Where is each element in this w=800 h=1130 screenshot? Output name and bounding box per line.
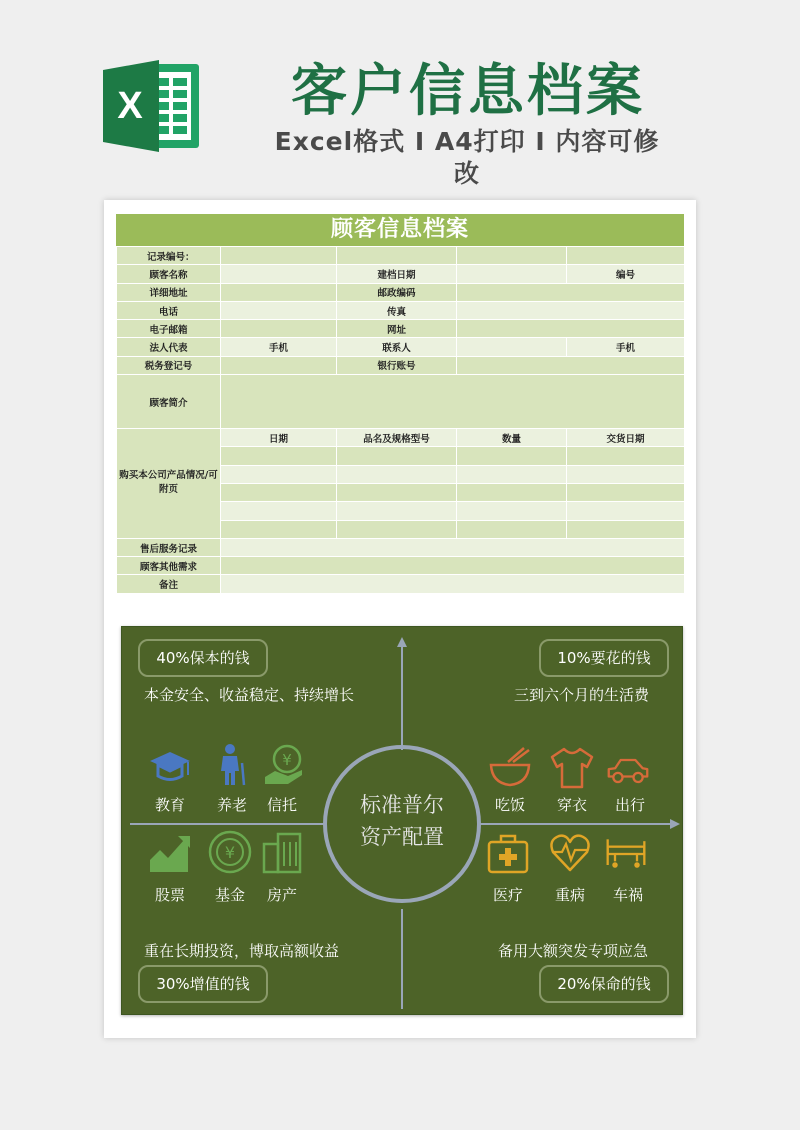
label-pension: 养老 <box>216 796 247 814</box>
label-clothing: 穿衣 <box>556 796 587 814</box>
table-row <box>117 557 685 575</box>
cell[interactable] <box>221 465 337 483</box>
center-label-line2: 资产配置 <box>360 825 444 849</box>
first-aid-kit-icon <box>486 832 530 876</box>
center-label-line1: 标准普尔 <box>360 793 444 817</box>
cell[interactable] <box>567 502 685 520</box>
cell[interactable] <box>457 247 567 265</box>
bank-account-value[interactable] <box>457 356 685 374</box>
intro-label: 顾客简介 <box>117 375 221 429</box>
remarks-value[interactable] <box>221 575 685 593</box>
cell[interactable] <box>457 502 567 520</box>
cell[interactable] <box>567 465 685 483</box>
svg-text:¥: ¥ <box>224 843 236 862</box>
desc-protect: 备用大额突发专项应急 <box>498 942 649 960</box>
axis-arrow-right <box>670 819 680 829</box>
cell[interactable] <box>337 520 457 538</box>
desc-preserve: 本金安全、收益稳定、持续增长 <box>144 686 355 704</box>
col-header-qty: 数量 <box>457 429 567 447</box>
after-sales-value[interactable] <box>221 538 685 556</box>
pill-spend: 10%要花的钱 <box>539 639 669 677</box>
created-date-label: 建档日期 <box>337 265 457 283</box>
cell[interactable] <box>337 247 457 265</box>
building-icon <box>260 830 304 874</box>
label-education: 教育 <box>154 796 185 814</box>
svg-text:¥: ¥ <box>282 751 292 769</box>
purchase-label: 购买本公司产品情况/可附页 <box>117 429 221 539</box>
customer-info-table <box>116 246 685 594</box>
label-medical: 医疗 <box>492 886 523 904</box>
phone-value[interactable] <box>221 301 337 319</box>
axis-arrow-up <box>397 637 407 647</box>
label-illness: 重病 <box>554 886 585 904</box>
mobile2-label: 手机 <box>567 338 685 356</box>
email-value[interactable] <box>221 320 337 338</box>
tax-no-value[interactable] <box>221 356 337 374</box>
email-label: 电子邮箱 <box>117 320 221 338</box>
cell[interactable] <box>337 502 457 520</box>
label-stocks: 股票 <box>154 886 185 904</box>
other-needs-label: 顾客其他需求 <box>117 557 221 575</box>
table-row <box>117 429 685 447</box>
legal-rep-label: 法人代表 <box>117 338 221 356</box>
center-label <box>332 789 472 853</box>
cell[interactable] <box>337 447 457 465</box>
excel-logo-letter: X <box>117 85 143 127</box>
col-header-delivery: 交货日期 <box>567 429 685 447</box>
shirt-icon <box>550 745 594 789</box>
other-needs-value[interactable] <box>221 557 685 575</box>
hand-money-icon <box>262 743 306 787</box>
label-travel: 出行 <box>614 796 645 814</box>
website-label: 网址 <box>337 320 457 338</box>
cell[interactable] <box>457 447 567 465</box>
phone-label: 电话 <box>117 301 221 319</box>
car-icon <box>606 749 650 793</box>
website-value[interactable] <box>457 320 685 338</box>
yen-coin-icon <box>208 830 252 874</box>
address-label: 详细地址 <box>117 283 221 301</box>
label-property: 房产 <box>266 886 297 904</box>
record-no-label: 记录编号： <box>117 247 221 265</box>
table-row <box>117 375 685 429</box>
desc-growth: 重在长期投资，博取高额收益 <box>144 942 340 960</box>
col-header-date: 日期 <box>221 429 337 447</box>
pill-preserve: 40%保本的钱 <box>138 639 268 677</box>
customer-name-label: 顾客名称 <box>117 265 221 283</box>
intro-value[interactable] <box>221 375 685 429</box>
table-row <box>117 247 685 265</box>
cell[interactable] <box>221 483 337 501</box>
cell[interactable] <box>567 483 685 501</box>
page-header <box>0 0 800 190</box>
cell[interactable] <box>457 483 567 501</box>
asset-allocation-board <box>121 626 683 1015</box>
table-row <box>117 356 685 374</box>
tax-no-label: 税务登记号 <box>117 356 221 374</box>
table-row <box>117 538 685 556</box>
fax-value[interactable] <box>457 301 685 319</box>
pill-growth: 30%增值的钱 <box>138 965 268 1003</box>
heart-pulse-icon <box>548 830 592 874</box>
cell[interactable] <box>221 520 337 538</box>
number-label: 编号 <box>567 265 685 283</box>
pill-protect: 20%保命的钱 <box>539 965 669 1003</box>
after-sales-label: 售后服务记录 <box>117 538 221 556</box>
customer-name-value[interactable] <box>221 265 337 283</box>
table-row <box>117 338 685 356</box>
cell[interactable] <box>457 520 567 538</box>
cell[interactable] <box>337 465 457 483</box>
table-row <box>117 320 685 338</box>
postcode-label: 邮政编码 <box>337 283 457 301</box>
cell[interactable] <box>221 502 337 520</box>
table-row <box>117 283 685 301</box>
stock-chart-icon <box>148 832 192 876</box>
page-title: 客户信息档案 <box>291 59 645 124</box>
mobile-label: 手机 <box>221 338 337 356</box>
bank-account-label: 银行账号 <box>337 356 457 374</box>
table-row <box>117 575 685 593</box>
excel-logo-icon <box>103 58 201 154</box>
cell[interactable] <box>567 520 685 538</box>
label-food: 吃饭 <box>494 796 525 814</box>
elderly-person-icon <box>210 743 254 787</box>
label-funds: 基金 <box>214 886 245 904</box>
label-trust: 信托 <box>266 796 297 814</box>
table-row <box>117 301 685 319</box>
desc-spend: 三到六个月的生活费 <box>514 686 650 704</box>
postcode-value[interactable] <box>457 283 685 301</box>
created-date-value[interactable] <box>457 265 567 283</box>
remarks-label: 备注 <box>117 575 221 593</box>
contact-value[interactable] <box>457 338 567 356</box>
fax-label: 传真 <box>337 301 457 319</box>
page-subtitle: Excel格式 I A4打印 I 内容可修改 <box>274 127 660 188</box>
sheet-title: 顾客信息档案 <box>116 214 684 246</box>
customer-info-sheet <box>116 214 684 594</box>
contact-label: 联系人 <box>337 338 457 356</box>
cell[interactable] <box>337 483 457 501</box>
cell[interactable] <box>221 247 337 265</box>
col-header-product: 品名及规格型号 <box>337 429 457 447</box>
cell[interactable] <box>221 447 337 465</box>
label-accident: 车祸 <box>612 886 643 904</box>
cell[interactable] <box>567 447 685 465</box>
table-row <box>117 265 685 283</box>
rice-bowl-icon <box>488 745 532 789</box>
hospital-bed-icon <box>604 832 648 876</box>
graduation-cap-icon <box>148 745 192 789</box>
cell[interactable] <box>457 465 567 483</box>
cell[interactable] <box>567 247 685 265</box>
address-value[interactable] <box>221 283 337 301</box>
